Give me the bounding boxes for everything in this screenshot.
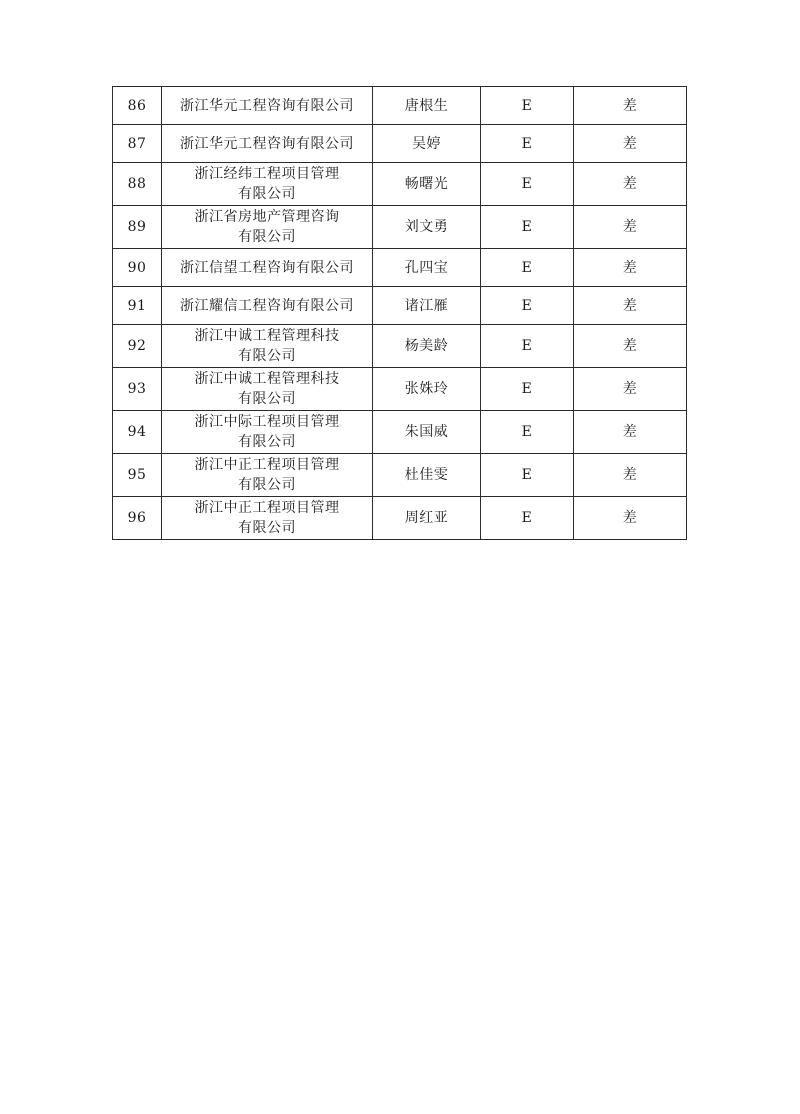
company-cell — [162, 163, 373, 206]
row-number-cell: 87 — [113, 125, 162, 163]
person-name-cell: 张姝玲 — [373, 368, 481, 411]
company-name-line: 有限公司 — [238, 477, 296, 493]
row-number-cell: 96 — [113, 497, 162, 540]
grade-cell: E — [481, 287, 574, 325]
company-cell — [162, 411, 373, 454]
company-name-line: 浙江耀信工程咨询有限公司 — [180, 297, 354, 314]
person-name-cell: 孔四宝 — [373, 249, 481, 287]
company-name-line: 浙江中正工程项目管理 — [194, 500, 340, 516]
table-row — [113, 163, 687, 206]
company-cell — [162, 249, 373, 287]
grade-cell: E — [481, 163, 574, 206]
row-number-cell: 90 — [113, 249, 162, 287]
grade-cell: E — [481, 206, 574, 249]
company-cell — [162, 125, 373, 163]
rating-cell: 差 — [574, 125, 687, 163]
company-name-line: 有限公司 — [238, 520, 296, 536]
table-row — [113, 325, 687, 368]
company-name-line: 浙江信望工程咨询有限公司 — [180, 259, 354, 276]
grade-cell: E — [481, 411, 574, 454]
table-row — [113, 497, 687, 540]
company-name-line: 浙江华元工程咨询有限公司 — [180, 135, 354, 152]
person-name-cell: 朱国威 — [373, 411, 481, 454]
person-name-cell: 杜佳雯 — [373, 454, 481, 497]
person-name-cell: 畅曙光 — [373, 163, 481, 206]
row-number-cell: 93 — [113, 368, 162, 411]
row-number-cell: 88 — [113, 163, 162, 206]
table-row — [113, 249, 687, 287]
rating-cell: 差 — [574, 163, 687, 206]
company-cell — [162, 287, 373, 325]
grade-cell: E — [481, 325, 574, 368]
evaluation-table-body — [113, 87, 687, 540]
table-row — [113, 287, 687, 325]
rating-cell: 差 — [574, 287, 687, 325]
company-name-line: 浙江经纬工程项目管理 — [194, 166, 340, 182]
company-cell — [162, 87, 373, 125]
table-row — [113, 125, 687, 163]
grade-cell: E — [481, 87, 574, 125]
row-number-cell: 92 — [113, 325, 162, 368]
company-cell — [162, 497, 373, 540]
evaluation-table — [112, 86, 687, 540]
rating-cell: 差 — [574, 206, 687, 249]
rating-cell: 差 — [574, 249, 687, 287]
table-row — [113, 87, 687, 125]
company-name-line: 有限公司 — [238, 434, 296, 450]
grade-cell: E — [481, 249, 574, 287]
company-name-line: 浙江华元工程咨询有限公司 — [180, 97, 354, 114]
grade-cell: E — [481, 454, 574, 497]
table-row — [113, 411, 687, 454]
company-name-line: 有限公司 — [238, 229, 296, 245]
row-number-cell: 94 — [113, 411, 162, 454]
person-name-cell: 周红亚 — [373, 497, 481, 540]
rating-cell: 差 — [574, 325, 687, 368]
rating-cell: 差 — [574, 368, 687, 411]
row-number-cell: 95 — [113, 454, 162, 497]
table-row — [113, 454, 687, 497]
rating-cell: 差 — [574, 411, 687, 454]
person-name-cell: 诸江雁 — [373, 287, 481, 325]
company-cell — [162, 206, 373, 249]
company-name-line: 浙江中诚工程管理科技 — [194, 371, 340, 387]
person-name-cell: 唐根生 — [373, 87, 481, 125]
company-cell — [162, 325, 373, 368]
company-cell — [162, 454, 373, 497]
person-name-cell: 杨美龄 — [373, 325, 481, 368]
grade-cell: E — [481, 368, 574, 411]
company-name-line: 有限公司 — [238, 391, 296, 407]
row-number-cell: 89 — [113, 206, 162, 249]
table-row — [113, 368, 687, 411]
person-name-cell: 吴婷 — [373, 125, 481, 163]
company-name-line: 浙江中际工程项目管理 — [194, 414, 340, 430]
rating-cell: 差 — [574, 87, 687, 125]
rating-cell: 差 — [574, 454, 687, 497]
table-row — [113, 206, 687, 249]
company-name-line: 浙江省房地产管理咨询 — [194, 209, 340, 225]
row-number-cell: 86 — [113, 87, 162, 125]
row-number-cell: 91 — [113, 287, 162, 325]
company-name-line: 浙江中诚工程管理科技 — [194, 328, 340, 344]
company-name-line: 有限公司 — [238, 348, 296, 364]
grade-cell: E — [481, 125, 574, 163]
grade-cell: E — [481, 497, 574, 540]
company-name-line: 有限公司 — [238, 186, 296, 202]
company-cell — [162, 368, 373, 411]
person-name-cell: 刘文勇 — [373, 206, 481, 249]
company-name-line: 浙江中正工程项目管理 — [194, 457, 340, 473]
rating-cell: 差 — [574, 497, 687, 540]
